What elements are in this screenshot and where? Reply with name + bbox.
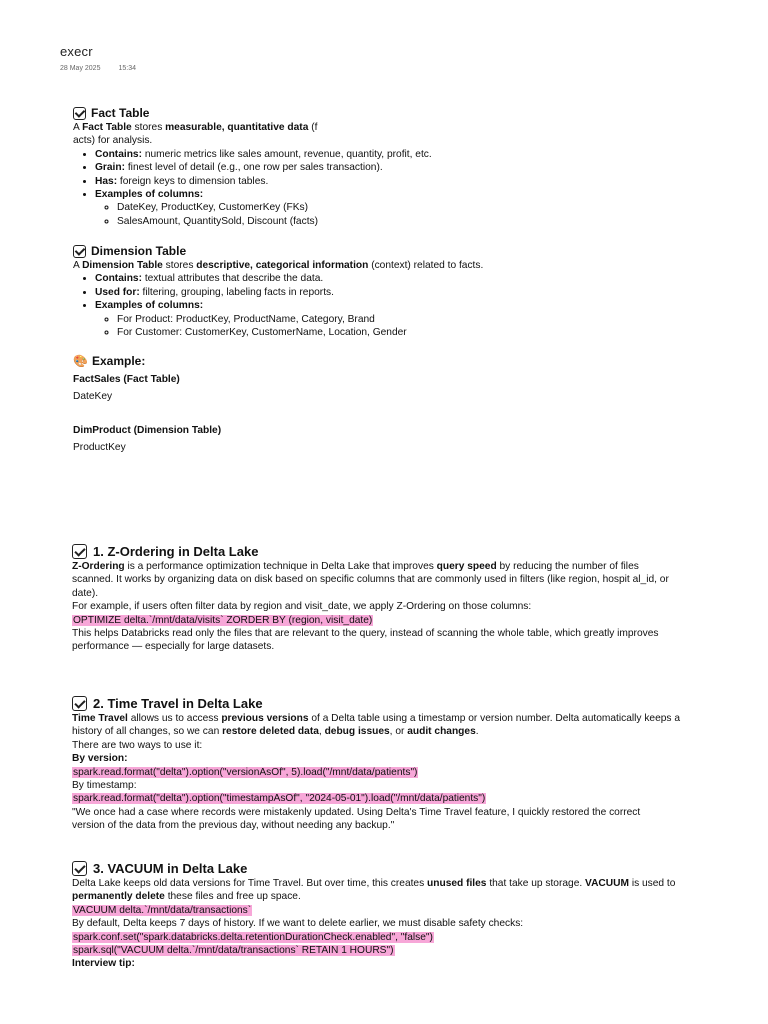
fact-sales-column: DateKey	[73, 391, 113, 403]
document-title: execr	[60, 44, 93, 59]
dimension-sub-list	[95, 313, 733, 340]
vacuum-retain-code: spark.sql("VACUUM delta.`/mnt/data/transactions` RETAIN 1 HOURS")	[73, 945, 394, 957]
time-travel-quote: "We once had a case where records were mistakenly updated. Using Delta's Time Travel feature, I quickly restored the correct	[72, 806, 641, 818]
list-item: • Has: foreign keys to dimension tables.	[95, 175, 733, 188]
check-box-icon	[72, 544, 87, 559]
z-ordering-section	[72, 543, 732, 654]
list-item: ◦ For Product: ProductKey, ProductName, Category, Brand	[117, 313, 733, 326]
list-item: • Examples of columns: ◦ For Product: ProductKey, ProductName, Category, Brand ◦ For Customer: CustomerKey, CustomerName, Location, Gender	[95, 299, 733, 339]
vacuum-section	[72, 860, 742, 971]
document-time: 15:34	[118, 65, 137, 72]
list-item: ◦ DateKey, ProductKey, CustomerKey (FKs)	[117, 201, 733, 214]
fact-table-heading: Fact Table	[73, 105, 733, 121]
check-box-icon	[73, 107, 86, 120]
z-ordering-heading: 1. Z-Ordering in Delta Lake	[72, 543, 732, 560]
by-timestamp-label: By timestamp:	[72, 780, 137, 792]
page-header	[60, 44, 136, 72]
vacuum-config-code: spark.conf.set("spark.databricks.delta.retentionDurationCheck.enabled", "false")	[73, 931, 433, 943]
vacuum-heading: 3. VACUUM in Delta Lake	[72, 860, 742, 877]
dim-product-title: DimProduct (Dimension Table)	[73, 424, 222, 436]
z-ordering-description-line2: scanned. It works by organizing data on disk based on specific columns that are commonly used in filters (like region, hospit al_id, or	[72, 574, 669, 586]
version-code: spark.read.format("delta").option("versionAsOf", 5).load("/mnt/data/patients")	[73, 766, 418, 778]
z-ordering-example-text: For example, if users often filter data by region and visit_date, we apply Z-Ordering on those columns:	[72, 601, 532, 613]
check-box-icon	[72, 696, 87, 711]
time-travel-quote-line2: version of the data from the previous day, without needing any backup."	[72, 820, 395, 832]
time-travel-heading: 2. Time Travel in Delta Lake	[72, 695, 742, 712]
list-item: ◦ SalesAmount, QuantitySold, Discount (facts)	[117, 215, 733, 228]
example-heading: 🎨 Example:	[73, 354, 146, 368]
list-item: • Contains: numeric metrics like sales amount, revenue, quantity, profit, etc.	[95, 148, 733, 161]
timestamp-code: spark.read.format("delta").option("timestampAsOf", "2024-05-01").load("/mnt/data/patients")	[73, 793, 486, 805]
dim-product-column: ProductKey	[73, 442, 126, 454]
vacuum-description-line2: permanently delete these files and free up space.	[72, 891, 301, 903]
list-item: • Contains: textual attributes that describe the data.	[95, 272, 733, 285]
z-ordering-description: Z-Ordering is a performance optimization technique in Delta Lake that improves query speed by reducing the number of files	[72, 561, 639, 572]
list-item: ◦ For Customer: CustomerKey, CustomerName, Location, Gender	[117, 326, 733, 339]
fact-intro-continued: acts) for analysis.	[73, 135, 153, 147]
dimension-intro: A Dimension Table stores descriptive, categorical information (context) related to facts.	[73, 260, 484, 271]
list-item: • Used for: filtering, grouping, labeling facts in reports.	[95, 286, 733, 299]
fact-sales-title: FactSales (Fact Table)	[73, 374, 180, 385]
vacuum-code: VACUUM delta.`/mnt/data/transactions`	[73, 904, 252, 916]
list-item: • Grain: finest level of detail (e.g., one row per sales transaction).	[95, 161, 733, 174]
palette-icon: 🎨	[73, 354, 88, 368]
z-ordering-benefit: This helps Databricks read only the files that are relevant to the query, instead of scanning the whole table, which greatly improves	[72, 628, 659, 640]
by-version-label: By version:	[72, 753, 128, 765]
time-travel-description: Time Travel allows us to access previous versions of a Delta table using a timestamp or version number. Delta automatically keeps a	[72, 713, 680, 724]
example-section	[73, 353, 733, 455]
z-ordering-description-line3: date).	[72, 587, 99, 599]
dimension-bullet-list	[73, 272, 733, 339]
fact-bullet-list	[73, 148, 733, 228]
z-ordering-code: OPTIMIZE delta.`/mnt/data/visits` ZORDER BY (region, visit_date)	[73, 614, 373, 626]
time-travel-description-line2: history of all changes, so we can restore deleted data, debug issues, or audit changes.	[72, 726, 479, 738]
list-item: • Examples of columns: ◦ DateKey, ProductKey, CustomerKey (FKs) ◦ SalesAmount, QuantitySold, Discount (facts)	[95, 188, 733, 228]
document-date: 28 May 2025	[60, 65, 101, 72]
fact-sub-list	[95, 201, 733, 228]
dimension-table-heading: Dimension Table	[73, 243, 733, 259]
check-box-icon	[72, 861, 87, 876]
fact-table-section	[73, 105, 733, 228]
vacuum-description: Delta Lake keeps old data versions for Time Travel. But over time, this creates unused files that take up storage. VACUUM is used to	[72, 878, 676, 889]
time-travel-section	[72, 695, 742, 833]
vacuum-default-text: By default, Delta keeps 7 days of history. If we want to delete earlier, we must disable safety checks:	[72, 918, 524, 930]
fact-intro: A Fact Table stores measurable, quantitative data (f	[73, 122, 318, 133]
dimension-table-section	[73, 243, 733, 339]
check-box-icon	[73, 245, 86, 258]
z-ordering-benefit-line2: performance — especially for large datasets.	[72, 641, 275, 653]
document-meta	[60, 65, 136, 72]
interview-tip-label: Interview tip:	[72, 958, 135, 970]
time-travel-ways: There are two ways to use it:	[72, 739, 203, 751]
